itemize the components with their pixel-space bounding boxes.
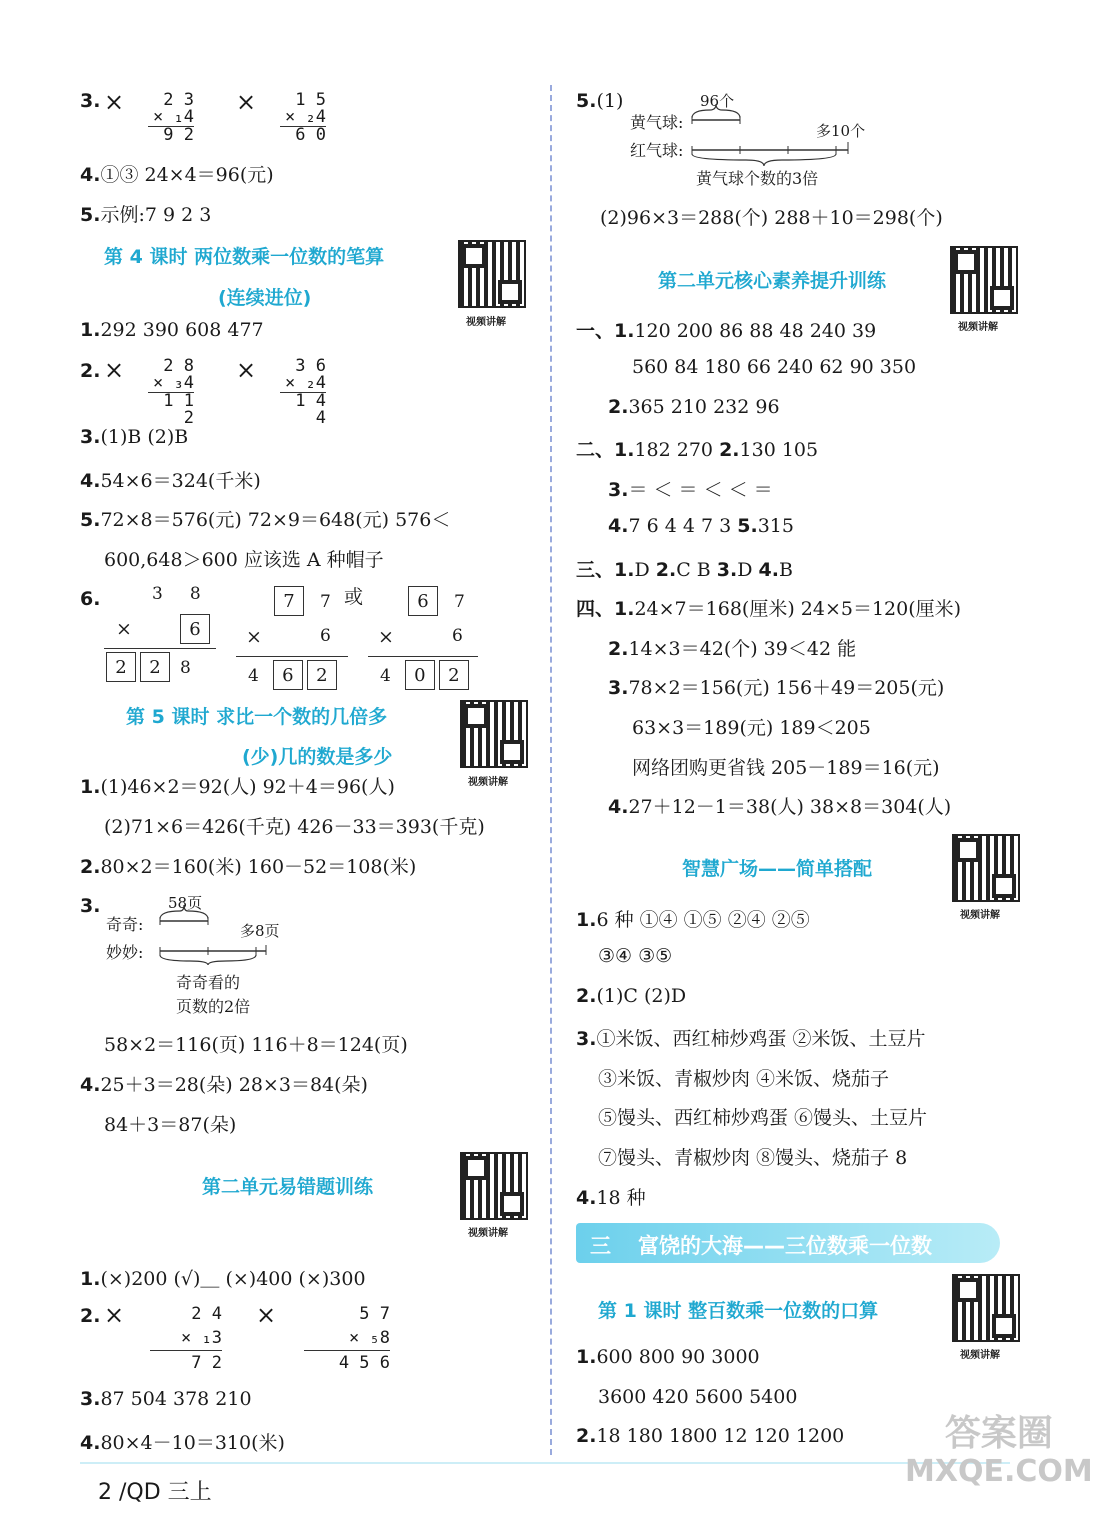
answer-box: 6 (180, 614, 210, 644)
item-4 (576, 1183, 646, 1210)
item-text: D (737, 559, 759, 581)
item-1-cont: ③④ ③⑤ (598, 945, 673, 967)
part2-item3 (608, 475, 773, 502)
item-number: 4. (576, 1187, 597, 1209)
calc-result: 6 0 (295, 125, 326, 145)
part1-item1-cont: 560 84 180 66 240 62 90 350 (632, 356, 917, 378)
section-title-wisdom: 智慧广场——简单搭配 (682, 858, 873, 880)
item-text: (1)46×2＝92(人) 92＋4＝96(人) (100, 776, 395, 798)
item-text: 示例:7 9 2 3 (100, 204, 212, 226)
item-text: ①③ 24×4＝96(元) (100, 164, 274, 186)
line-segment-diagram (150, 905, 280, 965)
item-4-part2: 84＋3＝87(朵) (104, 1114, 237, 1136)
puzzle-a-result (106, 652, 191, 682)
section-title-lesson4: 第 4 课时 两位数乘一位数的笔算 (104, 246, 385, 268)
calc-top: 3 6 (295, 356, 326, 376)
page-footer: 2 /QD 三上 (98, 1480, 212, 1505)
item-3-cont3: ⑦馒头、青椒炒肉 ⑧馒头、烧茄子 8 (598, 1147, 908, 1169)
puzzle-c-result (380, 660, 473, 690)
digit: 7 (320, 592, 331, 612)
qr-caption: 视频讲解 (960, 1350, 1000, 1361)
item-2 (576, 985, 686, 1007)
calc-top: 2 8 (163, 356, 194, 376)
item-number: 1. (80, 776, 101, 798)
item-text: 18 种 (596, 1187, 646, 1209)
digit: 4 (248, 666, 259, 686)
item-number: 三、1. (576, 559, 635, 581)
calc-result: 7 2 (191, 1353, 222, 1373)
diagram-label-a: 黄气球: (630, 113, 684, 132)
calc-result: 1 4 4 (295, 391, 326, 428)
item-2-number: 2. (80, 360, 101, 382)
item-text: 87 504 378 210 (100, 1388, 252, 1410)
section-subtitle-lesson5: (少)几的数是多少 (242, 746, 393, 768)
digit: 8 (189, 584, 201, 604)
item-1 (80, 1264, 366, 1291)
item-text: 54×6＝324(千米) (100, 470, 261, 492)
item-number: 2. (80, 856, 101, 878)
calc-result: 4 5 6 (338, 1353, 390, 1373)
calc-mid: × ₂4 (280, 375, 326, 393)
item-number: 4. (80, 164, 101, 186)
wrong-mark: × (104, 88, 125, 116)
item-1 (576, 905, 810, 932)
item-3 (80, 426, 188, 448)
part3-items (576, 555, 793, 582)
calc-mid: × ₃4 (148, 375, 194, 393)
wrong-mark: × (236, 88, 257, 116)
section-title-core: 第二单元核心素养提升训练 (658, 270, 887, 292)
item-2 (80, 852, 416, 879)
wrong-mark: × (256, 1301, 277, 1329)
calc-b (280, 92, 326, 144)
answer-box: 6 (273, 660, 303, 690)
digit: 8 (180, 658, 191, 678)
item-number: 2. (719, 439, 740, 461)
item-number: 4. (80, 470, 101, 492)
calc-e (150, 1302, 222, 1375)
puzzle-a-mid (180, 614, 214, 644)
item-text: 600 800 90 3000 (596, 1346, 760, 1368)
item-number: 5. (80, 204, 101, 226)
qr-code-icon[interactable] (458, 240, 526, 308)
item-text: 120 200 86 88 48 240 39 (634, 320, 877, 342)
item-text: D (634, 559, 656, 581)
item-number: 3. (716, 559, 738, 581)
section-subtitle-lesson4: (连续进位) (218, 287, 312, 309)
item-3-answer: 58×2＝116(页) 116＋8＝124(页) (104, 1034, 408, 1056)
item-number: 二、1. (576, 439, 635, 461)
item-text: 365 210 232 96 (628, 396, 780, 418)
item-3 (80, 1388, 252, 1410)
item-number: 4. (608, 515, 629, 537)
diagram-caption-2: 页数的2倍 (176, 997, 251, 1016)
item-number: 一、1. (576, 320, 635, 342)
item-5 (80, 200, 211, 227)
item-number: 1. (80, 1268, 101, 1290)
unit-title: 富饶的大海——三位数乘一位数 (638, 1234, 932, 1258)
column-divider (550, 85, 552, 1455)
calc-mid: × ₁4 (148, 109, 194, 127)
watermark-logo (905, 1415, 1093, 1491)
item-text: (1)B (2)B (100, 426, 189, 448)
item-text: ＝ ＜ ＝ ＜ ＜ ＝ (628, 479, 773, 501)
item-text: 24×7＝168(厘米) 24×5＝120(厘米) (634, 598, 962, 620)
part2-item4 (608, 515, 794, 537)
item-text: 315 (757, 515, 794, 537)
times-sign: × (116, 618, 132, 640)
item-1-cont: 3600 420 5600 5400 (598, 1386, 798, 1408)
diagram-more-label: 多8页 (240, 922, 280, 940)
item-text: 7 6 4 4 7 3 (628, 515, 738, 537)
item-number: 2. (608, 396, 629, 418)
answer-box: 6 (408, 586, 438, 616)
qr-code-icon[interactable] (952, 834, 1020, 902)
diagram-top-label: 96个 (700, 92, 735, 110)
calc-mid: × ₁3 (150, 1326, 222, 1351)
qr-code-icon[interactable] (950, 246, 1018, 314)
calc-mid: × ₅8 (304, 1326, 390, 1351)
digit: 6 (320, 626, 331, 646)
item-number: 2. (576, 1425, 597, 1447)
calc-top: 2 4 (191, 1304, 222, 1324)
item-text: 25＋3＝28(朵) 28×3＝84(朵) (100, 1074, 368, 1096)
digit: 6 (452, 626, 463, 646)
digit: 7 (454, 592, 465, 612)
watermark-text: 答案圈 (944, 1413, 1053, 1454)
part2-item1 (576, 435, 818, 462)
item-number: 1. (576, 1346, 597, 1368)
part4-item2 (608, 634, 856, 661)
item-number: 5. (576, 90, 597, 112)
rule-line (368, 656, 478, 657)
item-3-cont: ③米饭、青椒炒肉 ④米饭、烧茄子 (598, 1068, 890, 1090)
diagram-top-label: 58页 (168, 894, 203, 912)
diagram-label-b: 红气球: (630, 141, 684, 160)
times-sign: × (246, 626, 262, 648)
line-segment-diagram (686, 104, 856, 166)
footer-rule (80, 1462, 1010, 1464)
item-2 (576, 1425, 844, 1447)
answer-box: 7 (274, 586, 304, 616)
item-number: 4. (608, 796, 629, 818)
item-number: 4. (80, 1074, 101, 1096)
item-1 (80, 772, 395, 799)
digit: 3 (152, 584, 163, 604)
item-text: 78×2＝156(元) 156＋49＝205(元) (628, 677, 945, 699)
calc-top: 2 3 (163, 90, 194, 110)
item-4 (80, 160, 274, 187)
item-5 (576, 90, 623, 112)
item-text: 6 种 ①④ ①⑤ ②④ ②⑤ (596, 909, 810, 931)
item-number: 3. (80, 426, 101, 448)
item-3 (576, 1024, 926, 1051)
qr-code-icon[interactable] (460, 700, 528, 768)
item-number: 2. (608, 638, 629, 660)
diagram-caption: 黄气球个数的3倍 (696, 169, 819, 188)
item-text: B (778, 559, 793, 581)
digit: 4 (380, 666, 391, 686)
item-3-number: 3. (80, 895, 101, 917)
diagram-caption-1: 奇奇看的 (176, 973, 241, 992)
answer-box: 2 (439, 660, 469, 690)
calc-result: 1 1 2 (163, 391, 194, 428)
item-text: 72×8＝576(元) 72×9＝648(元) 576＜ (100, 509, 451, 531)
qr-caption: 视频讲解 (466, 317, 506, 328)
calc-c (148, 358, 194, 427)
part4-item3-cont: 63×3＝189(元) 189＜205 (632, 717, 871, 739)
item-number: 4. (80, 1432, 101, 1454)
item-number: 5. (737, 515, 758, 537)
part4-item1 (576, 594, 961, 621)
puzzle-b-top (274, 586, 331, 616)
section-title-lesson1: 第 1 课时 整百数乘一位数的口算 (598, 1300, 879, 1322)
item-6-number: 6. (80, 588, 101, 610)
item-3-cont2: ⑤馒头、西红柿炒鸡蛋 ⑥馒头、土豆片 (598, 1107, 928, 1129)
rule-line (104, 648, 216, 649)
item-text: 182 270 (634, 439, 720, 461)
item-number: 5. (80, 509, 101, 531)
item-text: (×)200 (√)＿ (×)400 (×)300 (100, 1268, 366, 1290)
part4-item3 (608, 673, 944, 700)
item-4 (80, 466, 261, 493)
item-text: 130 105 (739, 439, 819, 461)
item-text: ①米饭、西红柿炒鸡蛋 ②米饭、土豆片 (596, 1028, 926, 1050)
item-5-continued: 600,648＞600 应该选 A 种帽子 (104, 549, 384, 571)
item-text: 27＋12－1＝38(人) 38×8＝304(人) (628, 796, 952, 818)
calc-result: 9 2 (163, 125, 194, 145)
item-number: 3. (608, 479, 629, 501)
calc-top: 1 5 (295, 90, 326, 110)
puzzle-a-top (152, 584, 201, 604)
item-number: 3. (80, 1388, 101, 1410)
answer-box: 0 (405, 660, 435, 690)
qr-caption: 视频讲解 (958, 322, 998, 333)
item-1-part2: (2)71×6＝426(千克) 426－33＝393(千克) (104, 816, 485, 838)
item-5 (80, 505, 450, 532)
item-number: 3. (608, 677, 629, 699)
part4-item4 (608, 792, 951, 819)
item-5-part2: (2)96×3＝288(个) 288＋10＝298(个) (600, 207, 943, 229)
diagram-label-b: 妙妙: (106, 943, 144, 962)
wrong-mark: × (104, 1301, 125, 1329)
item-text: C B (676, 559, 717, 581)
item-4 (80, 1428, 285, 1455)
wrong-mark: × (236, 356, 257, 384)
unit-number: 三 (590, 1234, 611, 1258)
puzzle-c-top (408, 586, 465, 616)
calc-top: 5 7 (359, 1304, 390, 1324)
qr-code-icon[interactable] (460, 1152, 528, 1220)
rule-line (236, 656, 348, 657)
part1-item2 (608, 396, 780, 418)
item-text: (1)C (2)D (596, 985, 687, 1007)
unit-banner (576, 1223, 1000, 1263)
qr-code-icon[interactable] (952, 1274, 1020, 1342)
answer-box: 2 (106, 652, 136, 682)
or-label: 或 (344, 586, 364, 608)
calc-f (304, 1302, 390, 1375)
item-number: 3. (576, 1028, 597, 1050)
item-number: 4. (758, 559, 779, 581)
calc-d (280, 358, 326, 427)
item-number: 四、1. (576, 598, 635, 620)
item-text: (1) (596, 90, 624, 112)
item-number: 2. (576, 985, 597, 1007)
item-2-number: 2. (80, 1305, 101, 1327)
qr-caption: 视频讲解 (960, 910, 1000, 921)
watermark-url: MXQE.COM (905, 1454, 1093, 1489)
qr-caption: 视频讲解 (468, 777, 508, 788)
item-1 (576, 1346, 760, 1368)
item-text: 80×4－10＝310(米) (100, 1432, 285, 1454)
item-number: 2. (655, 559, 677, 581)
item-4 (80, 1070, 368, 1097)
section-title-errors: 第二单元易错题训练 (202, 1176, 374, 1198)
answer-box: 2 (140, 652, 170, 682)
qr-caption: 视频讲解 (468, 1228, 508, 1239)
item-text: 80×2＝160(米) 160－52＝108(米) (100, 856, 417, 878)
diagram-more-label: 多10个 (816, 122, 866, 140)
calc-a (148, 92, 194, 144)
wrong-mark: × (104, 356, 125, 384)
item-text: 14×3＝42(个) 39＜42 能 (628, 638, 857, 660)
item-text: 292 390 608 477 (100, 319, 264, 341)
part4-item3-cont2: 网络团购更省钱 205－189＝16(元) (632, 757, 940, 779)
calc-mid: × ₂4 (280, 109, 326, 127)
item-text: 18 180 1800 12 120 1200 (596, 1425, 845, 1447)
item-number: 1. (80, 319, 101, 341)
item-3-number: 3. (80, 90, 101, 112)
diagram-label-a: 奇奇: (106, 915, 144, 934)
times-sign: × (378, 626, 394, 648)
part1-item1 (576, 316, 876, 343)
item-1 (80, 319, 264, 341)
section-title-lesson5: 第 5 课时 求比一个数的几倍多 (126, 706, 388, 728)
puzzle-b-result (248, 660, 341, 690)
item-number: 1. (576, 909, 597, 931)
answer-box: 2 (307, 660, 337, 690)
